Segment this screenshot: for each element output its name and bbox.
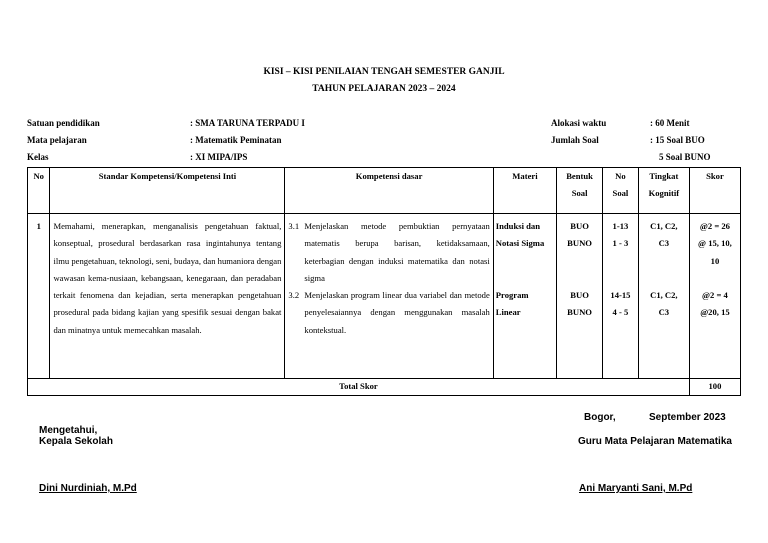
kognitif-1-a: C1, C2, bbox=[650, 221, 678, 231]
skor-1-b: @ 15, 10, bbox=[698, 238, 732, 249]
bentuk-2-a: BUO bbox=[570, 289, 589, 300]
kelas-value: : XI MIPA/IPS bbox=[190, 152, 248, 162]
nosoal-2-a: 14-15 bbox=[610, 289, 631, 300]
bentuk-1-a: BUO bbox=[570, 221, 589, 231]
jumlah-value-buo: : 15 Soal BUO bbox=[650, 135, 705, 145]
jumlah-value-buno: 5 Soal BUNO bbox=[659, 152, 711, 162]
row-standar: Memahami, menerapkan, menganalisis pengetahuan faktual, konseptual, prosedural berdasarkan rasa ingintahunya tentang ilmu pengetahuan, teknologi, seni, budaya, dan humaniora dengan wawasan kema-nusiaan, kebangsaan, kenegaraan, dan peradaban terkait fenomena dan kejadian, serta menerapkan pengetahuan prosedural pada bidang kajian yang spesifik sesuai dengan bakat dan minatnya untuk memecahkan masalah. bbox=[50, 214, 285, 379]
satuan-label: Satuan pendidikan bbox=[27, 118, 100, 128]
kd-1-text: Menjelaskan metode pembuktian pernyataan matematis berupa barisan, ketidaksamaan, keterbagian dengan induksi matematika dan notasi sigma bbox=[304, 221, 490, 283]
total-row bbox=[28, 379, 741, 396]
skor-2-a: @2 = 4 bbox=[702, 289, 728, 300]
mapel-label: Mata pelajaran bbox=[27, 135, 87, 145]
header-no: No bbox=[28, 168, 50, 214]
signature-left-name: Dini Nurdiniah, M.Pd bbox=[39, 483, 137, 494]
kognitif-1-b: C3 bbox=[658, 238, 670, 249]
nosoal-1-b: 1 - 3 bbox=[612, 238, 629, 249]
row-kognitif bbox=[638, 214, 689, 379]
header-tingkat bbox=[638, 168, 689, 214]
signature-date: September 2023 bbox=[649, 412, 726, 423]
materi-2-line1: Program bbox=[495, 289, 529, 300]
table-header-row bbox=[28, 168, 741, 214]
total-value: 100 bbox=[689, 379, 740, 396]
header-tingkat-line2: Kognitif bbox=[648, 188, 680, 198]
kisi-table bbox=[27, 167, 741, 396]
nosoal-2-b: 4 - 5 bbox=[612, 306, 629, 317]
row-nosoal bbox=[603, 214, 639, 379]
materi-2-line2: Linear bbox=[495, 306, 521, 317]
materi-1-line1: Induksi dan bbox=[495, 221, 540, 231]
header-kd: Kompetensi dasar bbox=[285, 168, 493, 214]
row-kd bbox=[285, 214, 493, 379]
total-label: Total Skor bbox=[28, 379, 690, 396]
row-bentuk bbox=[557, 214, 603, 379]
signature-right-name: Ani Maryanti Sani, M.Pd bbox=[579, 483, 693, 494]
bentuk-1-b: BUNO bbox=[567, 238, 592, 249]
row-skor bbox=[689, 214, 740, 379]
nosoal-1-a: 1-13 bbox=[612, 221, 629, 231]
kd-1-number: 3.1 bbox=[288, 221, 300, 231]
satuan-value: : SMA TARUNA TERPADU I bbox=[190, 118, 305, 128]
mapel-value: : Matematik Peminatan bbox=[190, 135, 282, 145]
skor-2-b: @20, 15 bbox=[700, 307, 730, 318]
kd-item-1 bbox=[288, 218, 489, 287]
kd-item-2 bbox=[288, 287, 489, 339]
signature-left-line1: Mengetahui, bbox=[39, 425, 98, 436]
alokasi-label: Alokasi waktu bbox=[551, 118, 607, 128]
document-subtitle: TAHUN PELAJARAN 2023 – 2024 bbox=[312, 84, 456, 94]
kognitif-2-a: C1, C2, bbox=[650, 289, 678, 300]
table-row bbox=[28, 214, 741, 379]
header-nosoal-line2: Soal bbox=[612, 188, 629, 198]
signature-right-title: Guru Mata Pelajaran Matematika bbox=[578, 436, 732, 447]
signature-left-line2: Kepala Sekolah bbox=[39, 436, 113, 447]
header-bentuk bbox=[557, 168, 603, 214]
bentuk-2-b: BUNO bbox=[567, 306, 592, 317]
kelas-label: Kelas bbox=[27, 152, 49, 162]
header-standar: Standar Kompetensi/Kompetensi Inti bbox=[50, 168, 285, 214]
skor-1-c: 10 bbox=[710, 255, 720, 266]
row-no: 1 bbox=[28, 214, 50, 379]
signature-place: Bogor, bbox=[584, 412, 616, 423]
jumlah-label: Jumlah Soal bbox=[551, 135, 599, 145]
kd-2-text: Menjelaskan program linear dua variabel dan metode penyelesaiannya dengan menggunakan masalah kontekstual. bbox=[304, 290, 490, 335]
header-materi: Materi bbox=[493, 168, 556, 214]
header-nosoal bbox=[603, 168, 639, 214]
header-tingkat-line1: Tingkat bbox=[649, 171, 679, 181]
materi-1-line2: Notasi Sigma bbox=[495, 238, 545, 249]
header-skor: Skor bbox=[689, 168, 740, 214]
header-nosoal-line1: No bbox=[615, 171, 626, 181]
kognitif-2-b: C3 bbox=[658, 306, 670, 317]
skor-1-a: @2 = 26 bbox=[699, 221, 730, 231]
kd-2-number: 3.2 bbox=[288, 290, 300, 301]
header-bentuk-line2: Soal bbox=[571, 188, 588, 198]
alokasi-value: : 60 Menit bbox=[650, 118, 690, 128]
row-materi bbox=[493, 214, 556, 379]
header-bentuk-line1: Bentuk bbox=[566, 171, 593, 181]
document-title: KISI – KISI PENILAIAN TENGAH SEMESTER GANJIL bbox=[263, 67, 505, 77]
